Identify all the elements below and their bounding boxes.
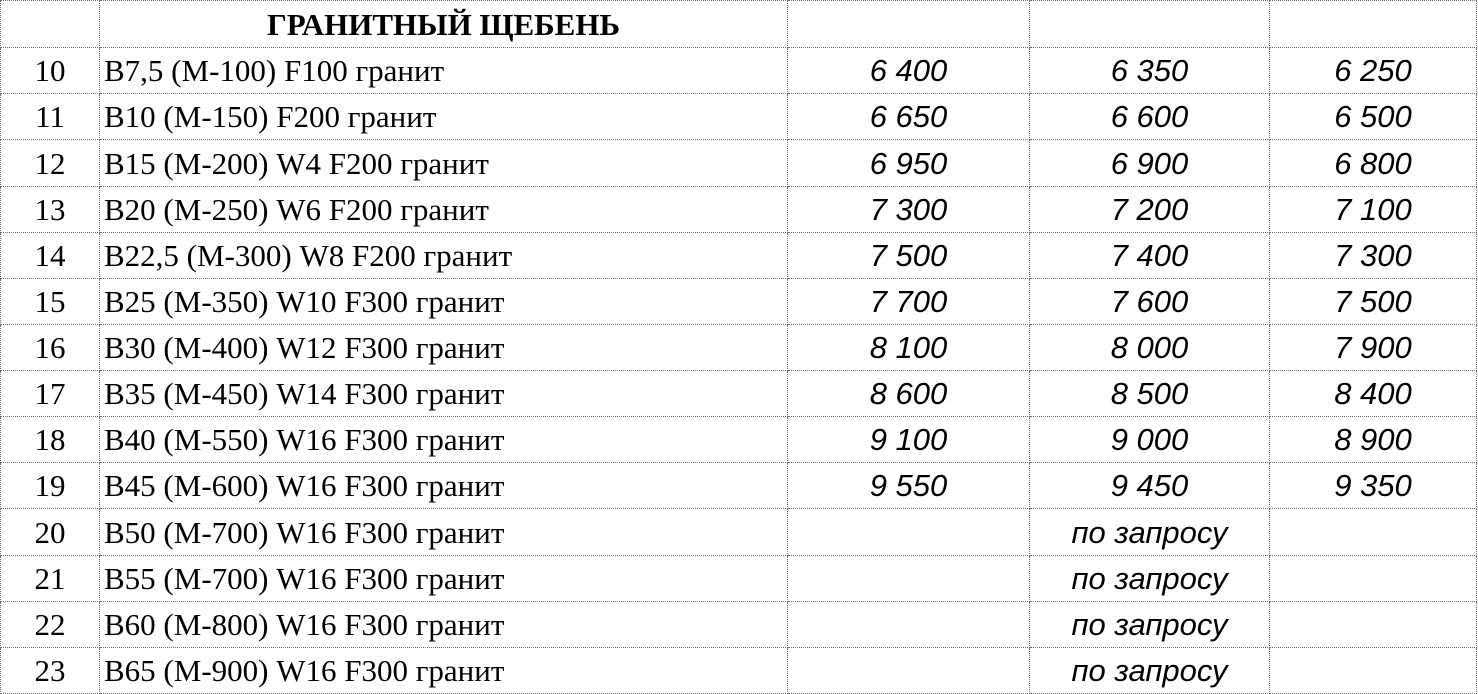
product-name[interactable]: В15 (М-200) W4 F200 гранит <box>100 140 788 186</box>
price-1[interactable] <box>788 601 1030 647</box>
table-row <box>1 509 1477 555</box>
price-2[interactable]: 7 600 <box>1030 278 1270 324</box>
price-3[interactable]: 6 250 <box>1270 48 1477 94</box>
price-2[interactable]: 6 900 <box>1030 140 1270 186</box>
row-number[interactable]: 23 <box>1 647 100 693</box>
header-cell-num[interactable] <box>1 1 100 48</box>
price-3[interactable] <box>1270 647 1477 693</box>
table-row <box>1 140 1477 186</box>
product-name[interactable]: В30 (М-400) W12 F300 гранит <box>100 324 788 370</box>
price-3[interactable]: 7 300 <box>1270 232 1477 278</box>
table-row <box>1 94 1477 140</box>
row-number[interactable]: 13 <box>1 186 100 232</box>
price-2[interactable]: 6 350 <box>1030 48 1270 94</box>
price-1[interactable]: 6 400 <box>788 48 1030 94</box>
row-number[interactable]: 10 <box>1 48 100 94</box>
header-cell-price-1[interactable] <box>788 1 1030 48</box>
price-1[interactable] <box>788 509 1030 555</box>
table-row <box>1 278 1477 324</box>
row-number[interactable]: 15 <box>1 278 100 324</box>
price-3[interactable] <box>1270 555 1477 601</box>
table-row <box>1 463 1477 509</box>
product-name[interactable]: В20 (М-250) W6 F200 гранит <box>100 186 788 232</box>
row-number[interactable]: 11 <box>1 94 100 140</box>
price-1[interactable]: 9 550 <box>788 463 1030 509</box>
price-1[interactable]: 9 100 <box>788 417 1030 463</box>
price-3[interactable]: 9 350 <box>1270 463 1477 509</box>
price-on-request[interactable]: по запросу <box>1030 509 1270 555</box>
price-2[interactable]: 9 450 <box>1030 463 1270 509</box>
table-row <box>1 601 1477 647</box>
price-table-body <box>1 1 1477 694</box>
price-on-request[interactable]: по запросу <box>1030 555 1270 601</box>
price-3[interactable] <box>1270 601 1477 647</box>
price-2[interactable]: 8 000 <box>1030 324 1270 370</box>
price-on-request[interactable]: по запросу <box>1030 601 1270 647</box>
product-name[interactable]: В7,5 (М-100) F100 гранит <box>100 48 788 94</box>
table-row <box>1 647 1477 693</box>
row-number[interactable]: 17 <box>1 371 100 417</box>
table-row <box>1 371 1477 417</box>
product-name[interactable]: В60 (М-800) W16 F300 гранит <box>100 601 788 647</box>
product-name[interactable]: В50 (М-700) W16 F300 гранит <box>100 509 788 555</box>
row-number[interactable]: 22 <box>1 601 100 647</box>
price-2[interactable]: 7 200 <box>1030 186 1270 232</box>
price-1[interactable]: 8 100 <box>788 324 1030 370</box>
table-row <box>1 48 1477 94</box>
price-2[interactable]: 7 400 <box>1030 232 1270 278</box>
header-cell-price-3[interactable] <box>1270 1 1477 48</box>
price-1[interactable] <box>788 555 1030 601</box>
row-number[interactable]: 21 <box>1 555 100 601</box>
header-cell-price-2[interactable] <box>1030 1 1270 48</box>
product-name[interactable]: В35 (М-450) W14 F300 гранит <box>100 371 788 417</box>
price-on-request[interactable]: по запросу <box>1030 647 1270 693</box>
product-name[interactable]: В65 (М-900) W16 F300 гранит <box>100 647 788 693</box>
table-row <box>1 186 1477 232</box>
table-row <box>1 417 1477 463</box>
price-3[interactable]: 8 900 <box>1270 417 1477 463</box>
price-1[interactable] <box>788 647 1030 693</box>
row-number[interactable]: 14 <box>1 232 100 278</box>
product-name[interactable]: В22,5 (М-300) W8 F200 гранит <box>100 232 788 278</box>
section-title[interactable]: ГРАНИТНЫЙ ЩЕБЕНЬ <box>100 1 788 48</box>
product-name[interactable]: В25 (М-350) W10 F300 гранит <box>100 278 788 324</box>
product-name[interactable]: В45 (М-600) W16 F300 гранит <box>100 463 788 509</box>
price-3[interactable]: 7 500 <box>1270 278 1477 324</box>
price-2[interactable]: 6 600 <box>1030 94 1270 140</box>
price-2[interactable]: 9 000 <box>1030 417 1270 463</box>
product-name[interactable]: В10 (М-150) F200 гранит <box>100 94 788 140</box>
price-3[interactable]: 7 900 <box>1270 324 1477 370</box>
price-3[interactable]: 6 800 <box>1270 140 1477 186</box>
product-name[interactable]: В40 (М-550) W16 F300 гранит <box>100 417 788 463</box>
section-header-row <box>1 1 1477 48</box>
row-number[interactable]: 18 <box>1 417 100 463</box>
product-name[interactable]: В55 (М-700) W16 F300 гранит <box>100 555 788 601</box>
price-1[interactable]: 7 700 <box>788 278 1030 324</box>
row-number[interactable]: 20 <box>1 509 100 555</box>
table-row <box>1 555 1477 601</box>
price-3[interactable] <box>1270 509 1477 555</box>
price-3[interactable]: 8 400 <box>1270 371 1477 417</box>
price-1[interactable]: 8 600 <box>788 371 1030 417</box>
price-1[interactable]: 6 950 <box>788 140 1030 186</box>
row-number[interactable]: 19 <box>1 463 100 509</box>
row-number[interactable]: 12 <box>1 140 100 186</box>
table-row <box>1 324 1477 370</box>
price-1[interactable]: 6 650 <box>788 94 1030 140</box>
row-number[interactable]: 16 <box>1 324 100 370</box>
price-1[interactable]: 7 300 <box>788 186 1030 232</box>
table-row <box>1 232 1477 278</box>
price-1[interactable]: 7 500 <box>788 232 1030 278</box>
price-3[interactable]: 6 500 <box>1270 94 1477 140</box>
price-2[interactable]: 8 500 <box>1030 371 1270 417</box>
price-3[interactable]: 7 100 <box>1270 186 1477 232</box>
